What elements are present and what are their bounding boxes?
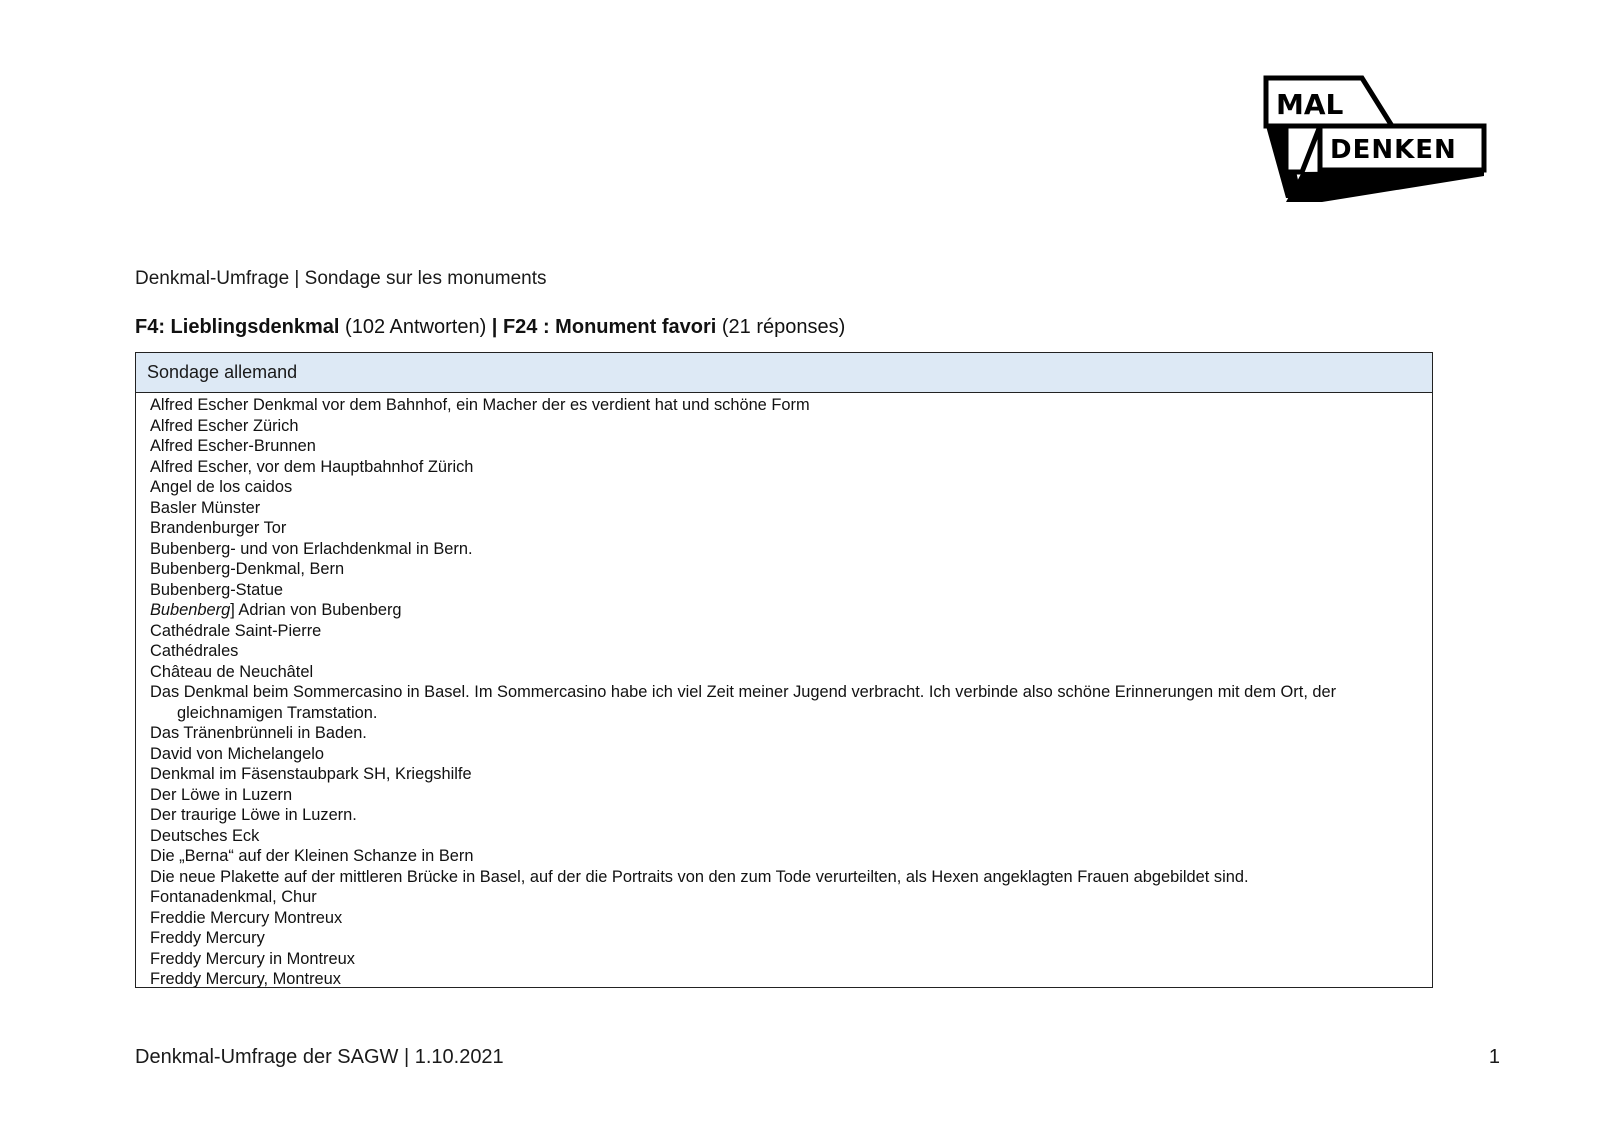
document-title: Denkmal-Umfrage | Sondage sur les monuments [135,268,547,289]
list-item: Bubenberg- und von Erlachdenkmal in Bern. [150,539,473,558]
list-item: Angel de los caidos [150,478,293,496]
footer-text: Denkmal-Umfrage der SAGW | 1.10.2021 [135,1046,504,1068]
list-item [150,600,1418,621]
logo-line2: DENKEN [1330,135,1457,165]
list-item: Das Tränenbrünneli in Baden. [150,724,367,742]
list-item: Freddy Mercury [150,929,265,947]
question-french-count: (21 réponses) [716,316,846,338]
list-item: Die neue Plakette auf der mittleren Brücke in Basel, auf der die Portraits von den zum Tode verurteilten, als Hexen angeklagten Frauen abgebildet sind. [150,867,1249,886]
list-item: David von Michelangelo [150,744,325,763]
question-german-count: (102 Antworten) [339,316,492,338]
list-item: Denkmal im Fäsenstaubpark SH, Kriegshilfe [150,765,472,783]
italic-text: Bubenberg [150,601,231,619]
mal-denken-logo [1262,72,1492,212]
answer-list [136,393,1432,988]
question-heading [135,316,845,339]
list-item: Alfred Escher-Brunnen [150,437,316,455]
list-item: Cathédrales [150,642,239,660]
logo-line1: MAL [1276,88,1344,121]
answers-table [135,352,1433,988]
list-item: Brandenburger Tor [150,519,287,537]
list-item: Freddy Mercury, Montreux [150,970,341,988]
table-header: Sondage allemand [136,353,1432,393]
list-item: Die „Berna“ auf der Kleinen Schanze in Bern [150,847,474,865]
list-item: Cathédrale Saint-Pierre [150,621,322,640]
list-item: Freddy Mercury in Montreux [150,949,355,968]
list-item: Freddie Mercury Montreux [150,908,343,927]
list-item: Basler Münster [150,498,261,517]
list-item: Alfred Escher Zürich [150,416,299,435]
list-item: Bubenberg-Denkmal, Bern [150,560,345,578]
answer-text: ] Adrian von Bubenberg [230,601,402,619]
list-item: Alfred Escher, vor dem Hauptbahnhof Zürich [150,457,474,476]
list-item: Das Denkmal beim Sommercasino in Basel. Im Sommercasino habe ich viel Zeit meiner Jugend verbracht. Ich verbinde also schöne Erinnerungen mit dem Ort, der gleichnamigen Tramstation. [150,683,1337,722]
list-item: Alfred Escher Denkmal vor dem Bahnhof, ein Macher der es verdient hat und schöne Form [150,396,810,414]
question-german-label: F4: Lieblingsdenkmal [135,316,340,338]
list-item: Château de Neuchâtel [150,662,314,681]
list-item: Der traurige Löwe in Luzern. [150,806,357,824]
page-number: 1 [1488,1046,1500,1068]
list-item: Fontanadenkmal, Chur [150,888,317,906]
list-item: Deutsches Eck [150,826,260,845]
logo-graphic [1262,72,1492,212]
list-item: Bubenberg-Statue [150,580,284,599]
question-french-label: | F24 : Monument favori [491,316,717,338]
list-item: Der Löwe in Luzern [150,785,293,804]
